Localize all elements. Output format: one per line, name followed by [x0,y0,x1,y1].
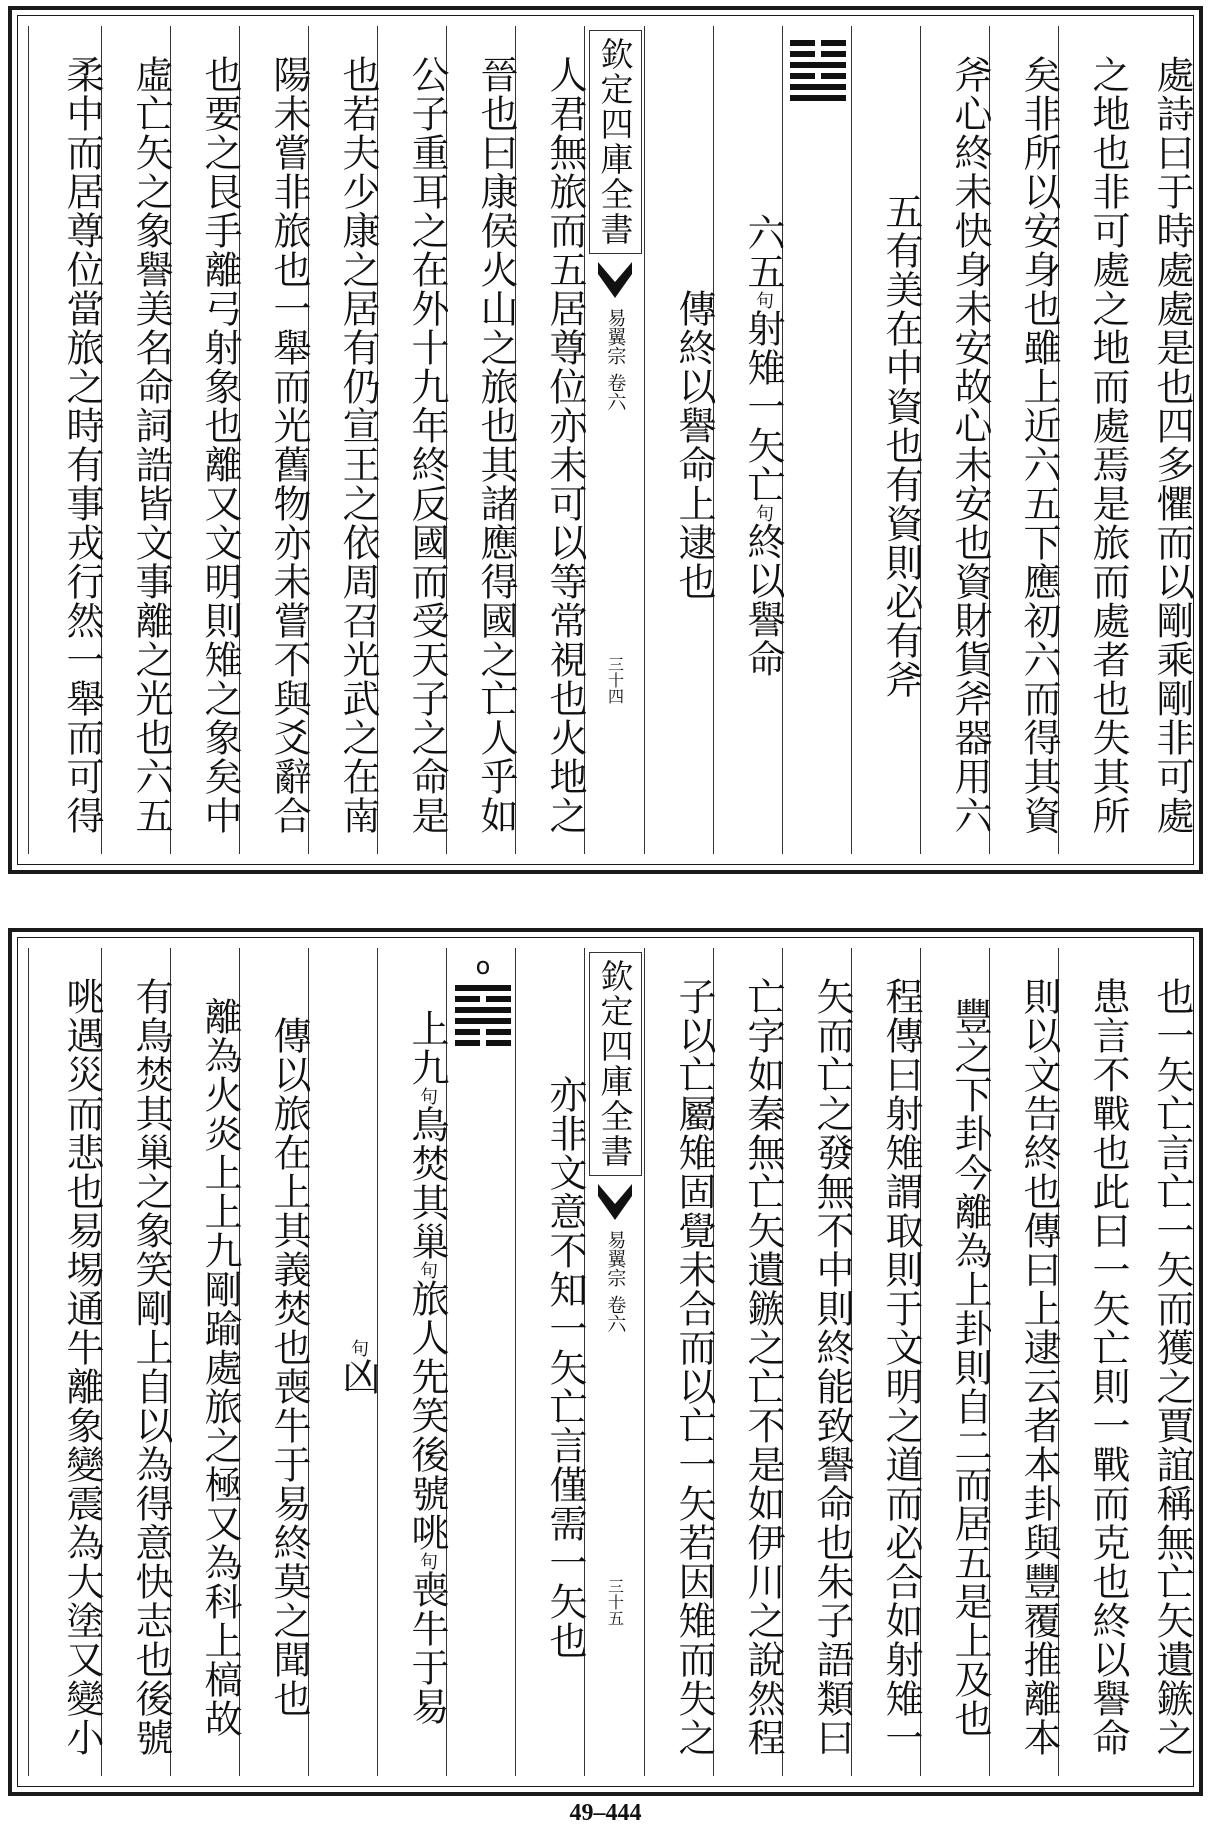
text-column: 離為火炎上上九剛踰處旅之極又為科上槁故 [170,948,239,1776]
text-column: 傳以旅在上其義焚也喪牛于易終莫之聞也 [239,948,308,1776]
text-column: 矢而亡之發無不中則終能致譽命也朱子語類曰 [782,948,851,1776]
text-column: 也一矢亡言亡一矢而獲之賈誼稱無亡矢遺鏃之 [1150,977,1194,1757]
text-column: 陽未嘗非旅也一舉而光舊物亦未嘗不與爻辭合 [239,26,308,854]
volume-label: 卷六 [604,373,627,411]
volume-label: 卷六 [604,1295,627,1333]
running-head: 易翼宗 [604,308,627,365]
fish-tail-icon [596,1182,634,1222]
text-column: 五有美在中資也有資則必有斧 [851,26,920,854]
text-column: 句凶 [308,948,377,1776]
center-strip [584,948,645,1776]
hexagram-icon [790,40,846,101]
page-number: 49–444 [569,1800,642,1826]
hexagram-column [782,26,851,854]
hexagram-icon: o [455,954,511,1046]
text-column: 公子重耳之在外十九年終反國而受天子之命是 [377,26,446,854]
text-column: 斧心終未快身未安故心未安也資財貨斧器用六 [920,26,989,854]
bottom-page [8,928,1203,1796]
text-column: 亡字如秦無亡矢遺鏃之亡不是如伊川之說然程 [713,948,782,1776]
center-strip [584,26,645,854]
book-title: 欽定四庫全書 [589,952,642,1176]
text-column: 虛亡矢之象譽美名命詞誥皆文事離之光也六五 [101,26,170,854]
bottom-page-frame [17,937,1194,1787]
text-column: 豐之下卦今離為上卦則自二而居五是上及也 [920,948,989,1776]
hexagram-column [446,948,515,1776]
text-column: 矣非所以安身也雖上近六五下應初六而得其資 [989,26,1058,854]
text-column: 患言不戰也此曰一矢亡則一戰而克也終以譽命 [1058,948,1127,1776]
text-column: 人君無旅而五居尊位亦未可以等常視也火地之 [515,26,584,854]
fish-tail-icon [596,260,634,300]
top-page [8,6,1203,874]
text-column: 子以亡屬雉固覺未合而以亡一矢若因雉而失之 [644,948,713,1776]
text-column: 六五句射雉一矢亡句終以譽命 [713,26,782,854]
leaf-number: 三十四 [605,656,625,704]
text-column: 上九句鳥焚其巢句旅人先笑後號咷句喪牛于易 [377,948,446,1776]
text-column: 程傳曰射雉謂取則于文明之道而必合如射雉一 [851,948,920,1776]
top-page-frame [17,15,1194,865]
text-column: 也若夫少康之居有仍宣王之依周召光武之在南 [308,26,377,854]
text-column: 柔中而居尊位當旅之時有事戎行然一舉而可得 [28,26,101,854]
text-column: 也要之艮手離弓射象也離又文明則雉之象矣中 [170,26,239,854]
text-column: 處詩曰于時處處是也四多懼而以剛乘剛非可處 [1150,55,1194,835]
text-column: 之地也非可處之地而處焉是旅而處者也失其所 [1058,26,1127,854]
running-head: 易翼宗 [604,1230,627,1287]
book-title: 欽定四庫全書 [589,30,642,254]
text-column: 晉也曰康侯火山之旅也其諸應得國之亡人乎如 [446,26,515,854]
text-column: 亦非文意不知一矢亡言僅需一矢也 [515,948,584,1776]
text-column: 則以文告終也傳曰上逮云者本卦與豐覆推離本 [989,948,1058,1776]
text-column: 傳終以譽命上逮也 [644,26,713,854]
text-column: 有鳥焚其巢之象笑剛上自以為得意快志也後號 [101,948,170,1776]
text-column: 咷遇災而悲也易埸通牛離象變震為大塗又變小 [28,948,101,1776]
leaf-number: 三十五 [605,1578,625,1626]
